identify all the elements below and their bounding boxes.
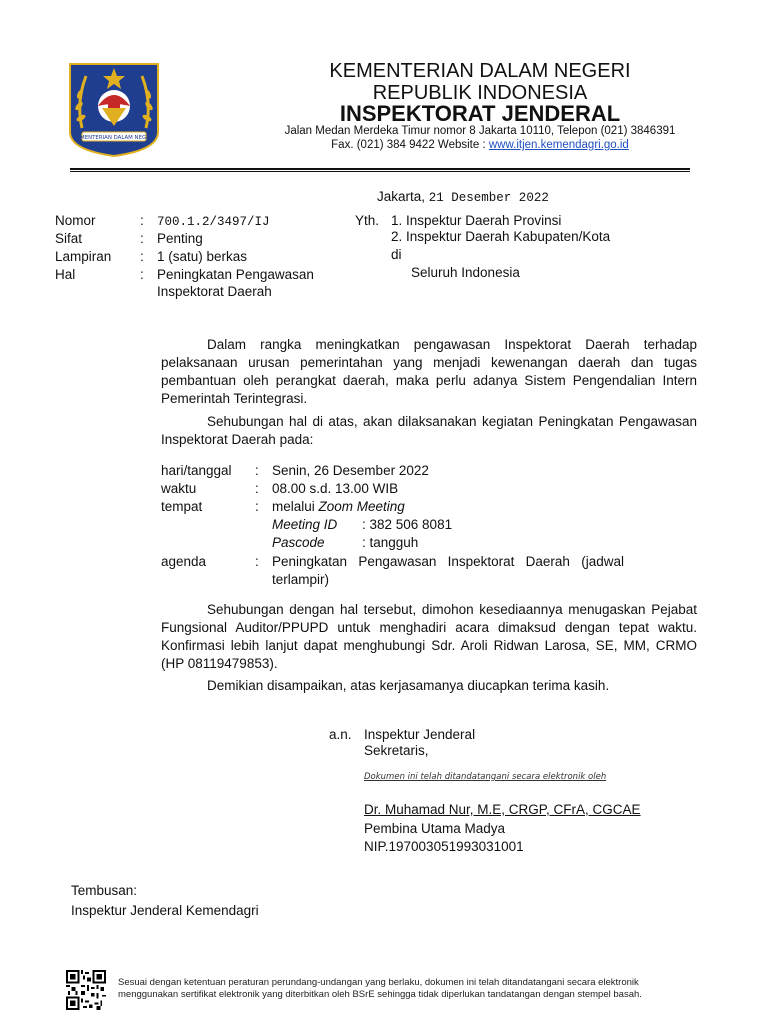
footer-line-2: menggunakan sertifikat elektronik yang diterbitkan oleh BSrE sehingga tidak diperlukan tandatangan dengan stempel basah. <box>118 989 642 1000</box>
letterhead-unit: INSPEKTORAT JENDERAL <box>339 101 621 126</box>
waktu-colon: : <box>255 481 259 496</box>
sifat-colon: : <box>140 231 144 246</box>
fax-text: Fax. (021) 384 9422 Website : <box>331 139 489 151</box>
lampiran-label: Lampiran <box>55 249 112 264</box>
meeting-id-label: Meeting ID <box>272 517 338 532</box>
recipient-item: 1. Inspektur Daerah Provinsi <box>391 213 562 228</box>
esign-footer-notice <box>118 977 718 1001</box>
website-link[interactable]: www.itjen.kemendagri.go.id <box>488 139 629 151</box>
letterhead-contact <box>200 138 760 152</box>
hari-label: hari/tanggal <box>161 463 232 478</box>
an-label: a.n. <box>329 727 352 742</box>
signer-rank: Pembina Utama Madya <box>364 821 506 836</box>
nomor-label: Nomor <box>55 213 96 228</box>
letterhead-rule <box>70 168 690 170</box>
yth-label: Yth. <box>355 213 380 228</box>
agenda-label: agenda <box>161 554 207 569</box>
body-paragraph-4: Demikian disampaikan, atas kerjasamanya diucapkan terima kasih. <box>207 678 610 693</box>
waktu-label: waktu <box>161 481 197 496</box>
pascode-value: : tangguh <box>362 535 419 550</box>
agenda-value-line1: Peningkatan Pengawasan Inspektorat Daerah (jadwal <box>272 554 624 569</box>
tempat-colon: : <box>255 499 259 514</box>
letter-date <box>377 188 549 207</box>
esign-note: Dokumen ini telah ditandatangani secara elektronik oleh <box>364 772 607 782</box>
lampiran-value: 1 (satu) berkas <box>157 249 248 264</box>
signer-nip: NIP.197003051993031001 <box>364 839 524 854</box>
letterhead-rule-thin <box>70 171 690 172</box>
hal-value-line1: Peningkatan Pengawasan <box>157 267 314 282</box>
agenda-value-line2: terlampir) <box>272 572 330 587</box>
pascode-label: Pascode <box>272 535 325 550</box>
signer-name: Dr. Muhamad Nur, M.E, CRGP, CFrA, CGCAE <box>364 802 641 817</box>
sifat-label: Sifat <box>55 231 83 246</box>
date-city: Jakarta, <box>377 189 426 204</box>
lampiran-colon: : <box>140 249 144 264</box>
tempat-label: tempat <box>161 499 203 514</box>
signer-title-1: Inspektur Jenderal <box>364 727 476 742</box>
recipient-place: Seluruh Indonesia <box>411 265 520 280</box>
letterhead-ministry: KEMENTERIAN DALAM NEGERI <box>329 60 631 82</box>
meeting-id-value: : 382 506 8081 <box>362 517 453 532</box>
date-value: 21 Desember 2022 <box>428 191 549 205</box>
footer-line-1: Sesuai dengan ketentuan peraturan perundang-undangan yang berlaku, dokumen ini telah ditandatangani secara elektronik <box>118 977 639 988</box>
agenda-colon: : <box>255 554 259 569</box>
letterhead-republic: REPUBLIK INDONESIA <box>372 82 588 104</box>
sifat-value: Penting <box>157 231 203 246</box>
nomor-colon: : <box>140 213 144 228</box>
hal-value-line2: Inspektorat Daerah <box>157 284 272 299</box>
hal-label: Hal <box>55 267 76 282</box>
svg-text:KEMENTERIAN DALAM NEGERI: KEMENTERIAN DALAM NEGERI <box>73 135 155 141</box>
cc-item: Inspektur Jenderal Kemendagri <box>71 903 259 918</box>
body-paragraph-2: Sehubungan hal di atas, akan dilaksanakan kegiatan Peningkatan Pengawasan Inspektorat Daerah pada: <box>161 414 697 447</box>
hari-value: Senin, 26 Desember 2022 <box>272 463 429 478</box>
nomor-value: 700.1.2/3497/IJ <box>157 215 270 229</box>
waktu-value: 08.00 s.d. 13.00 WIB <box>272 481 399 496</box>
recipient-di: di <box>391 247 402 262</box>
cc-label: Tembusan: <box>71 883 138 898</box>
hal-colon: : <box>140 267 144 282</box>
hari-colon: : <box>255 463 259 478</box>
tempat-value: melalui Zoom Meeting <box>272 499 405 514</box>
qr-code-icon <box>66 970 106 1010</box>
letterhead-address: Jalan Medan Merdeka Timur nomor 8 Jakarta 10110, Telepon (021) 3846391 <box>284 125 676 137</box>
signer-title-2: Sekretaris, <box>364 743 429 758</box>
body-paragraph-1: Dalam rangka meningkatkan pengawasan Inspektorat Daerah terhadap pelaksanaan urusan pemerintahan yang menjadi kewenangan daerah dan tugas pembantuan oleh perangkat daerah, maka perlu adanya Sistem Pengendalian Intern Pemerintah Terintegrasi. <box>161 337 697 406</box>
body-paragraph-3: Sehubungan dengan hal tersebut, dimohon kesediaannya menugaskan Pejabat Fungsional Auditor/PPUPD untuk menghadiri acara dimaksud dengan tepat waktu. Konfirmasi lebih lanjut dapat menghubungi Sdr. Aroli Ridwan Larosa, SE, MM, CRMO (HP 08119479853). <box>161 602 697 671</box>
recipient-item: 2. Inspektur Daerah Kabupaten/Kota <box>391 229 611 244</box>
kemendagri-logo <box>68 62 160 158</box>
